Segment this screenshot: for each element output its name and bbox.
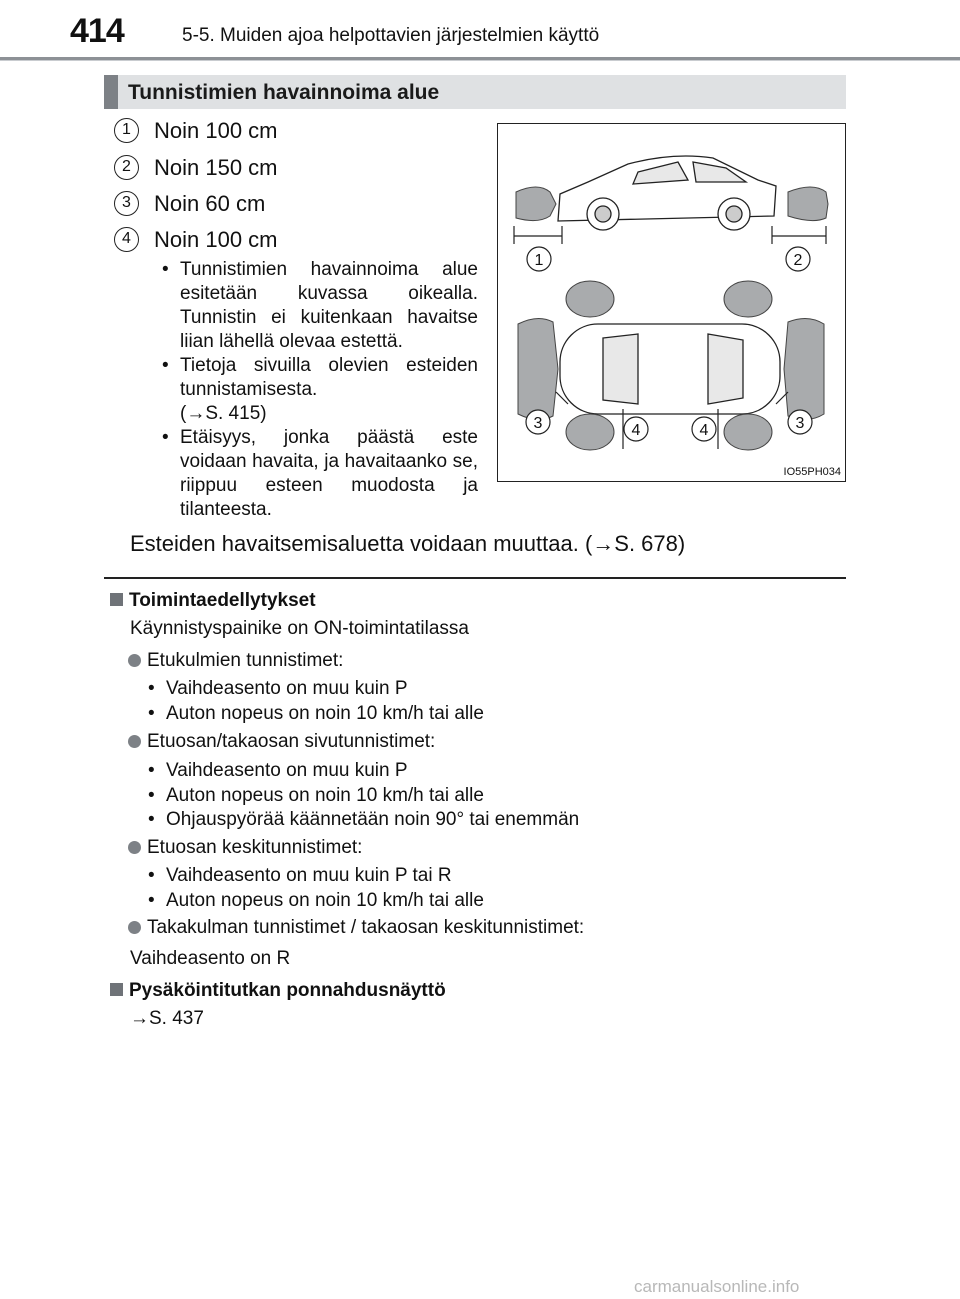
range-badge-1: 1 <box>114 118 139 143</box>
range-badge-3: 3 <box>114 191 139 216</box>
round-bullet-icon <box>128 654 141 667</box>
condition-group-4-title: Takakulman tunnistimet / takaosan keskitunnistimet: <box>128 918 584 937</box>
condition-2-item-3: • Ohjauspyörää käännetään noin 90° tai enemmän <box>148 809 580 830</box>
watermark: carmanualsonline.info <box>634 1277 800 1296</box>
diagram-label-4-left: 4 <box>631 422 641 439</box>
popup-ref[interactable]: →S. 437 <box>130 1008 204 1029</box>
diagram-label-3-left: 3 <box>533 415 543 432</box>
condition-2-item-2: • Auton nopeus on noin 10 km/h tai alle <box>148 785 484 806</box>
condition-3-item-2: • Auton nopeus on noin 10 km/h tai alle <box>148 890 484 911</box>
square-bullet-icon <box>110 593 123 606</box>
section-accent <box>104 75 118 109</box>
diagram-label-1: 1 <box>534 252 544 269</box>
range-note-2 <box>160 354 478 426</box>
square-bullet-icon <box>110 983 123 996</box>
range-note-2-ref[interactable]: (→S. 415) <box>180 403 267 424</box>
condition-1-item-1: • Vaihdeasento on muu kuin P <box>148 678 408 699</box>
range-note-3: • Etäisyys, jonka päästä este voidaan havaita, ja havaitaanko se, riippuu esteen muodosta ja tilanteesta. <box>160 426 478 522</box>
round-bullet-icon <box>128 921 141 934</box>
side-dimension-lines <box>514 226 826 244</box>
condition-2-item-1: • Vaihdeasento on muu kuin P <box>148 760 408 781</box>
round-bullet-icon <box>128 841 141 854</box>
arrow-right-icon: → <box>130 1008 149 1029</box>
round-bullet-icon <box>128 735 141 748</box>
car-top-view <box>560 324 780 414</box>
diagram-label-3-right: 3 <box>795 415 805 432</box>
car-side-view <box>558 156 776 230</box>
popup-heading: Pysäköintitutkan ponnahdusnäyttö <box>110 981 446 1000</box>
rear-condition: Vaihdeasento on R <box>130 948 291 969</box>
adjust-note-text: Esteiden havaitsemisaluetta voidaan muuttaa. ( <box>130 531 593 556</box>
range-badge-4: 4 <box>114 227 139 252</box>
adjust-note-ref[interactable]: S. 678) <box>614 531 686 556</box>
adjust-note <box>130 533 685 555</box>
sensor-range-diagram <box>498 124 844 480</box>
section-divider <box>104 577 846 579</box>
conditions-heading: Toimintaedellytykset <box>110 591 316 610</box>
arrow-right-icon: → <box>186 403 206 424</box>
sensor-range-figure <box>497 123 846 482</box>
range-note-1: • Tunnistimien havainnoima alue esitetään kuvassa oikealla. Tunnistin ei kuitenkaan havaitse liian lähellä olevaa estettä. <box>160 258 478 354</box>
figure-code: IO55PH034 <box>783 466 841 478</box>
range-text-2: Noin 150 cm <box>154 155 278 180</box>
conditions-intro: Käynnistyspainike on ON-toimintatilassa <box>130 618 469 639</box>
range-note-2-text: Tietoja sivuilla olevien esteiden tunnistamisesta. <box>180 355 478 400</box>
range-text-4: Noin 100 cm <box>154 227 278 252</box>
diagram-label-2: 2 <box>793 252 803 269</box>
diagram-label-4-right: 4 <box>699 422 709 439</box>
condition-group-1-title: Etukulmien tunnistimet: <box>128 651 343 670</box>
page-number: 414 <box>70 12 124 50</box>
condition-1-item-2: • Auton nopeus on noin 10 km/h tai alle <box>148 703 484 724</box>
section-title: Tunnistimien havainnoima alue <box>128 81 440 104</box>
range-notes <box>160 258 478 522</box>
section-heading-bar <box>104 75 846 109</box>
condition-group-2-title: Etuosan/takaosan sivutunnistimet: <box>128 732 435 751</box>
condition-3-item-1: • Vaihdeasento on muu kuin P tai R <box>148 865 452 886</box>
range-text-1: Noin 100 cm <box>154 118 278 143</box>
range-badge-2: 2 <box>114 155 139 180</box>
arrow-right-icon: → <box>592 531 615 556</box>
chapter-title: 5-5. Muiden ajoa helpottavien järjestelmien käyttö <box>182 25 600 46</box>
header-rule-thin <box>0 60 960 61</box>
range-text-3: Noin 60 cm <box>154 191 266 216</box>
condition-group-3-title: Etuosan keskitunnistimet: <box>128 838 362 857</box>
